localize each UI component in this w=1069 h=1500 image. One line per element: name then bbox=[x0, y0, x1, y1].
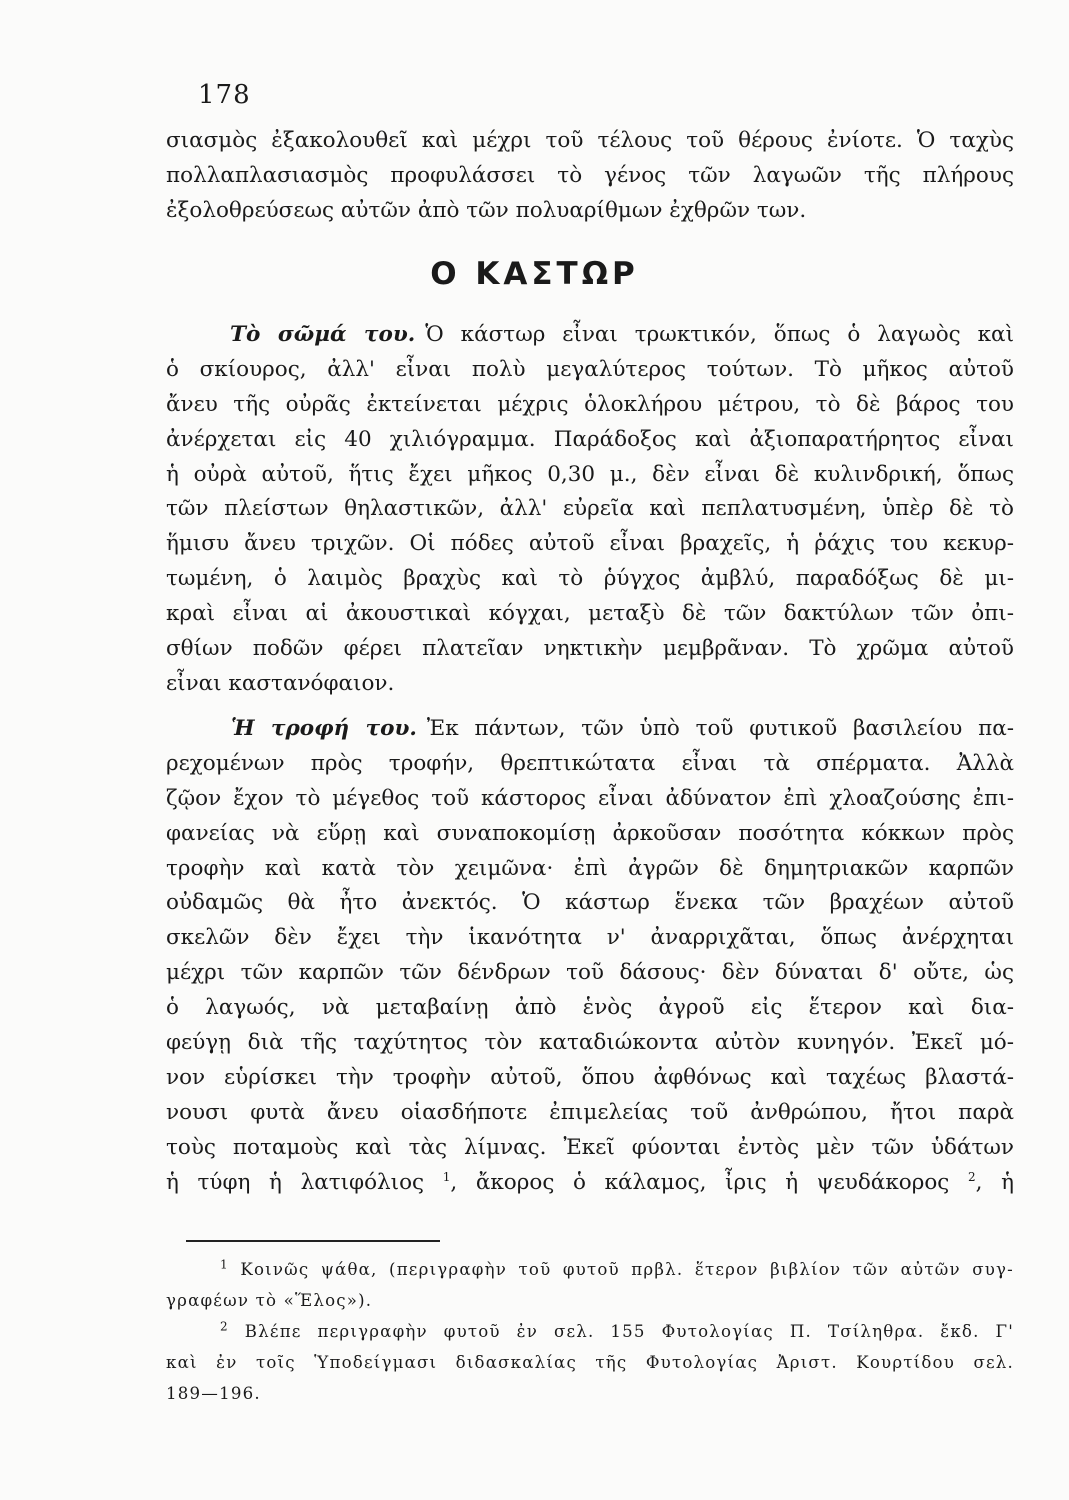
text-line: ἡ οὐρὰ αὐτοῦ, ἥτις ἔχει μῆκος 0,30 μ., δὲν εἶναι δὲ κυλινδρική, ὅπως bbox=[166, 461, 1014, 487]
text-line bbox=[166, 1166, 1014, 1201]
footnote-line: καὶ ἐν τοῖς Ὑποδείγμασι διδασκαλίας τῆς Φυτολογίας Ἀριστ. Κουρτίδου σελ. bbox=[166, 1353, 1014, 1372]
text-line: ἥμισυ ἄνευ τριχῶν. Οἱ πόδες αὐτοῦ εἶναι βραχεῖς, ἡ ῥάχις του κεκυρ- bbox=[166, 531, 1014, 557]
text-line: εἶναι καστανόφαιον. bbox=[166, 670, 395, 696]
footnote-line bbox=[166, 1316, 1014, 1347]
text-line: ὁ λαγωός, νὰ μεταβαίνῃ ἀπὸ ἑνὸς ἀγροῦ εἰς ἕτερον καὶ δια- bbox=[166, 995, 1014, 1021]
text-line: ὁ σκίουρος, ἀλλ' εἶναι πολὺ μεγαλύτερος τούτων. Τὸ μῆκος αὐτοῦ bbox=[166, 356, 1014, 382]
text-line: μέχρι τῶν καρπῶν τῶν δένδρων τοῦ δάσους· δὲν δύναται δ' οὔτε, ὡς bbox=[166, 960, 1014, 986]
text-line: τροφὴν καὶ κατὰ τὸν χειμῶνα· ἐπὶ ἀγρῶν δὲ δημητριακῶν καρπῶν bbox=[166, 855, 1014, 881]
paragraph-heading: Τὸ σῶμά του. bbox=[230, 322, 416, 347]
text-run: Ἐκ πάντων, τῶν ὑπὸ τοῦ φυτικοῦ βασιλείου πα- bbox=[426, 716, 1014, 741]
text-line bbox=[166, 712, 1014, 747]
text-line: νον εὑρίσκει τὴν τροφὴν αὐτοῦ, ὅπου ἀφθόνως καὶ ταχέως βλαστά- bbox=[166, 1064, 1014, 1090]
footnote-ref[interactable]: 2 bbox=[967, 1169, 976, 1184]
text-run: , ἄκορος ὁ κάλαμος, ἶρις ἡ ψευδάκορος bbox=[450, 1169, 950, 1195]
footnote-divider bbox=[186, 1240, 440, 1242]
page-number: 178 bbox=[198, 80, 251, 110]
text-run: , ἡ bbox=[975, 1169, 1014, 1195]
footnote-mark: 1 bbox=[220, 1257, 229, 1272]
section-title: Ο ΚΑΣΤΩΡ bbox=[430, 256, 639, 292]
footnote-text: Βλέπε περιγραφὴν φυτοῦ ἐν σελ. 155 Φυτολογίας Π. Τσίληθρα. ἔκδ. Γ' bbox=[244, 1322, 1014, 1341]
text-line bbox=[166, 318, 1014, 353]
intro-paragraph bbox=[166, 124, 1014, 229]
text-line: φανείας νὰ εὕρῃ καὶ συναποκομίσῃ ἀρκοῦσαν ποσότητα κόκκων πρὸς bbox=[166, 820, 1014, 846]
text-line: ἄνευ τῆς οὐρᾶς ἐκτείνεται μέχρις ὁλοκλήρου μέτρου, τὸ δὲ βάρος του bbox=[166, 391, 1014, 417]
text-line: τωμένη, ὁ λαιμὸς βραχὺς καὶ τὸ ῥύγχος ἀμβλύ, παραδόξως δὲ μι- bbox=[166, 566, 1014, 592]
footnote-mark: 2 bbox=[220, 1319, 229, 1334]
text-line: οὐδαμῶς θὰ ἦτο ἀνεκτός. Ὁ κάστωρ ἕνεκα τῶν βραχέων αὐτοῦ bbox=[166, 890, 1014, 916]
text-line: τῶν πλείστων θηλαστικῶν, ἀλλ' εὐρεῖα καὶ πεπλατυσμένη, ὑπὲρ δὲ τὸ bbox=[166, 496, 1014, 522]
footnote-line: 189—196. bbox=[166, 1384, 261, 1403]
paragraph-heading: Ἡ τροφή του. bbox=[231, 716, 417, 741]
text-line: ζῷον ἔχον τὸ μέγεθος τοῦ κάστορος εἶναι ἀδύνατον ἐπὶ χλοαζούσης ἐπι- bbox=[166, 785, 1014, 811]
paragraph-body bbox=[166, 318, 1014, 702]
text-line: φεύγῃ διὰ τῆς ταχύτητος τὸν καταδιώκοντα αὐτὸν κυνηγόν. Ἐκεῖ μό- bbox=[166, 1030, 1014, 1056]
text-line: σκελῶν δὲν ἔχει τὴν ἱκανότητα ν' ἀναρριχᾶται, ὅπως ἀνέρχηται bbox=[166, 925, 1014, 951]
text-line: πολλαπλασιασμὸς προφυλάσσει τὸ γένος τῶν λαγωῶν τῆς πλήρους bbox=[166, 162, 1014, 188]
text-run: ἡ τύφη ἡ λατιφόλιος bbox=[166, 1169, 425, 1195]
text-line: σθίων ποδῶν φέρει πλατεῖαν νηκτικὴν μεμβρᾶναν. Τὸ χρῶμα αὐτοῦ bbox=[166, 636, 1014, 662]
footnotes bbox=[166, 1254, 1014, 1409]
text-line: ρεχομένων πρὸς τροφήν, θρεπτικώτατα εἶναι τὰ σπέρματα. Ἀλλὰ bbox=[166, 750, 1014, 776]
text-run: Ὁ κάστωρ εἶναι τρωκτικόν, ὅπως ὁ λαγωὸς καὶ bbox=[425, 322, 1014, 347]
text-line: ἀνέρχεται εἰς 40 χιλιόγραμμα. Παράδοξος καὶ ἀξιοπαρατήρητος εἶναι bbox=[166, 426, 1014, 452]
footnote-line bbox=[166, 1254, 1014, 1285]
footnote-line: γραφέων τὸ «Ἕλος»). bbox=[166, 1291, 373, 1310]
footnote-ref[interactable]: 1 bbox=[442, 1169, 451, 1184]
paragraph-food bbox=[166, 712, 1014, 1200]
text-line: νουσι φυτὰ ἄνευ οἱασδήποτε ἐπιμελείας τοῦ ἀνθρώπου, ἤτοι παρὰ bbox=[166, 1099, 1014, 1125]
text-line: τοὺς ποταμοὺς καὶ τὰς λίμνας. Ἐκεῖ φύονται ἐντὸς μὲν τῶν ὑδάτων bbox=[166, 1134, 1014, 1160]
footnote-text: Κοινῶς ψάθα, (περιγραφὴν τοῦ φυτοῦ πρβλ. ἕτερον βιβλίον τῶν αὐτῶν συγ- bbox=[240, 1260, 1014, 1279]
text-line: κραὶ εἶναι αἱ ἀκουστικαὶ κόγχαι, μεταξὺ δὲ τῶν δακτύλων τῶν ὀπι- bbox=[166, 601, 1014, 627]
text-line: σιασμὸς ἐξακολουθεῖ καὶ μέχρι τοῦ τέλους τοῦ θέρους ἐνίοτε. Ὁ ταχὺς bbox=[166, 128, 1014, 153]
text-line: ἐξολοθρεύσεως αὐτῶν ἀπὸ τῶν πολυαρίθμων ἐχθρῶν των. bbox=[166, 197, 807, 223]
